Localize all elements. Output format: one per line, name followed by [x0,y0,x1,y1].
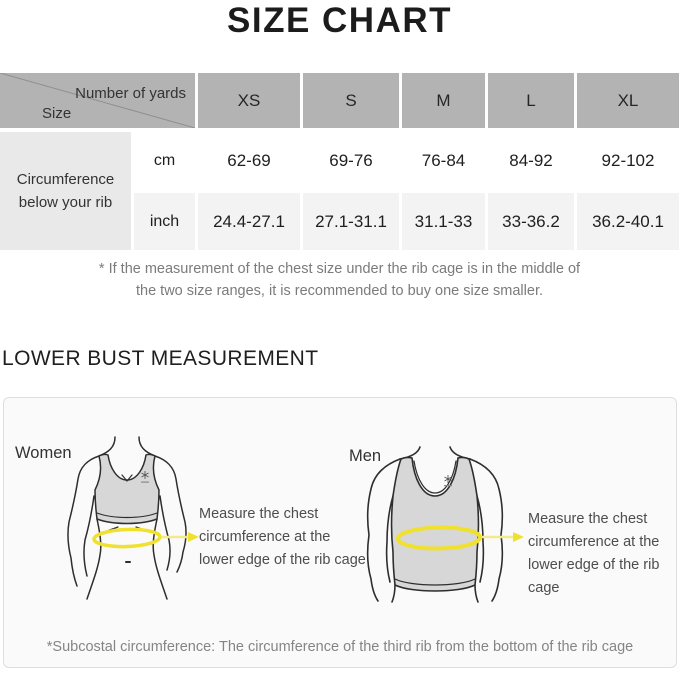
note-line: lower edge of the rib cage [199,552,366,568]
size-column-header-xs: XS [198,73,300,128]
note-line: lower edge of the rib cage [528,557,660,596]
note-line: Measure the chest [199,506,319,522]
size-column-header-m: M [402,73,485,128]
size-table [0,73,679,250]
value-cell: 76-84 [421,150,466,170]
value-cell: 36.2-40.1 [577,193,679,250]
note-line: Measure the chest [528,511,648,527]
corner-bottom-label: Size [42,105,72,122]
unit-cell-cm: cm [153,151,176,169]
value-cell: 24.4-27.1 [198,193,300,250]
subcostal-footnote: *Subcostal circumference: The circumference of the third rib from the bottom of the rib cage [46,639,634,655]
men-measurement-ellipse-arrow-icon [396,522,532,554]
size-column-header-l: L [488,73,574,128]
note-line: circumference at the [528,534,660,550]
note-line: circumference at the [199,529,331,545]
value-cell: 62-69 [227,150,271,170]
value-cell: 84-92 [509,150,553,170]
women-label: Women [15,444,72,462]
size-table-footnote [0,258,679,302]
value-cell: 33-36.2 [488,193,574,250]
size-column-header-s: S [303,73,399,128]
value-cell: 92-102 [601,150,655,170]
footnote-line: the two size ranges, it is recommended to buy one size smaller. [136,283,543,299]
men-measure-note [528,508,676,600]
row-group-label: Circumference below your rib [0,132,131,250]
unit-cell-inch: inch [134,193,195,250]
men-label: Men [349,447,382,465]
footnote-line: * If the measurement of the chest size under the rib cage is in the middle of [98,261,581,277]
value-cell: 31.1-33 [402,193,485,250]
lower-bust-heading: LOWER BUST MEASUREMENT [2,347,319,370]
page-title: SIZE CHART [227,1,452,40]
size-column-header-xl: XL [577,73,679,128]
women-measurement-ellipse-arrow-icon [91,524,203,554]
corner-top-label: Number of yards [75,85,186,102]
value-cell: 69-76 [329,150,373,170]
women-measure-note [199,503,366,572]
measurement-diagram-box [3,397,677,668]
value-cell: 27.1-31.1 [303,193,399,250]
women-torso-illustration [56,434,196,606]
table-corner-cell [0,73,195,128]
